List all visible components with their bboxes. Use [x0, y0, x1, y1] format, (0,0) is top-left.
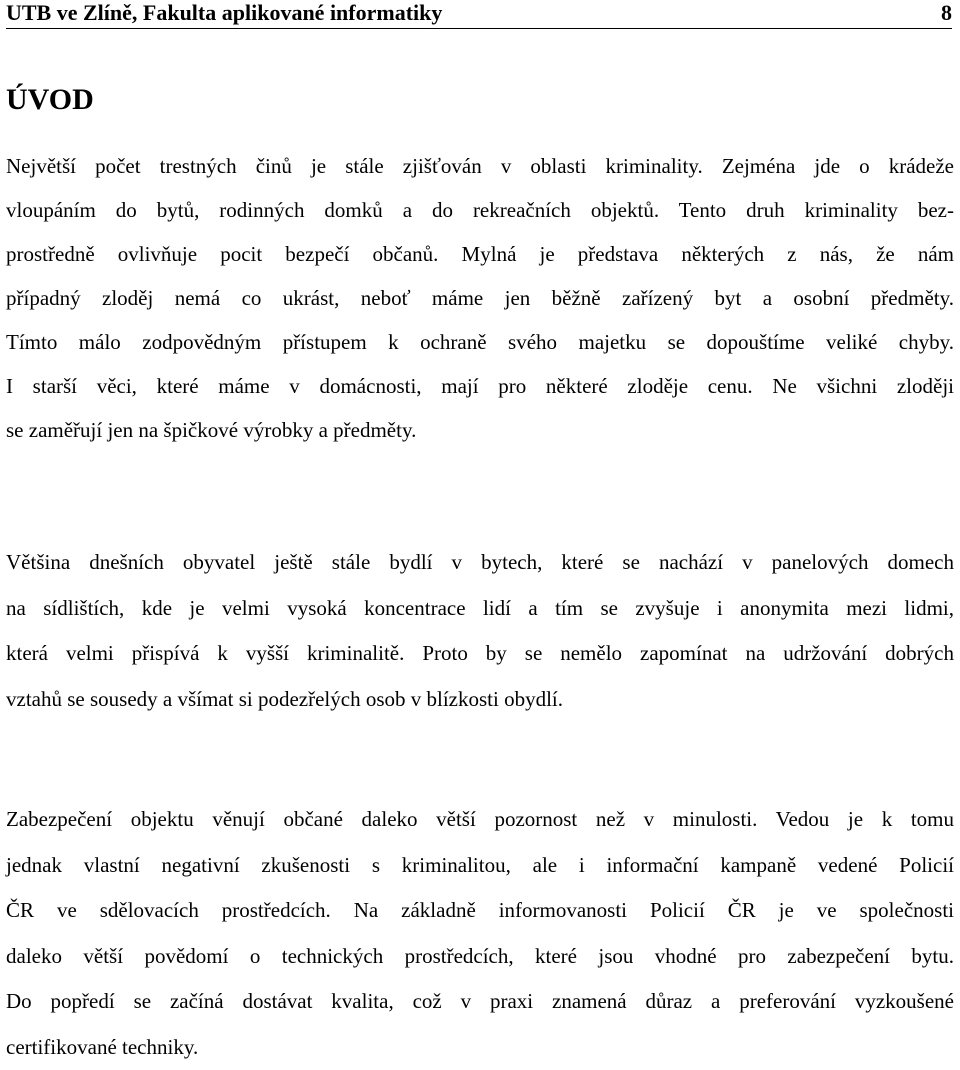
paragraph-line: vztahů se sousedy a všímat si podezřelých osob v blízkosti obydlí.	[6, 677, 954, 723]
paragraph-line: certifikované techniky.	[6, 1025, 954, 1070]
paragraph-line: případný zloděj nemá co ukrást, neboť máme jen běžně zařízený byt a osobní předměty.	[6, 276, 954, 320]
paragraph-line: prostředně ovlivňuje pocit bezpečí občanů. Mylná je představa některých z nás, že nám	[6, 232, 954, 276]
paragraph-intro	[6, 144, 954, 452]
paragraph-line: Největší počet trestných činů je stále zjišťován v oblasti kriminality. Zejména jde o krádeže	[6, 144, 954, 188]
paragraph-line: na sídlištích, kde je velmi vysoká koncentrace lidí a tím se zvyšuje i anonymita mezi lidmi,	[6, 586, 954, 632]
paragraph-line: Většina dnešních obyvatel ještě stále bydlí v bytech, které se nachází v panelových domech	[6, 540, 954, 586]
header-title: UTB ve Zlíně, Fakulta aplikované informatiky	[6, 0, 442, 26]
page-header	[6, 0, 952, 29]
paragraph-line: ČR ve sdělovacích prostředcích. Na základně informovanosti Policií ČR je ve společnosti	[6, 888, 954, 934]
paragraph-line: jednak vlastní negativní zkušenosti s kriminalitou, ale i informační kampaně vedené Policií	[6, 843, 954, 889]
paragraph-line: daleko větší povědomí o technických prostředcích, které jsou vhodné pro zabezpečení bytu.	[6, 934, 954, 980]
paragraph-line: Zabezpečení objektu věnují občané daleko větší pozornost než v minulosti. Vedou je k tomu	[6, 797, 954, 843]
paragraph-security	[6, 797, 954, 1070]
paragraph-line: I starší věci, které máme v domácnosti, mají pro některé zloděje cenu. Ne všichni zloději	[6, 364, 954, 408]
paragraph-line: Tímto málo zodpovědným přístupem k ochraně svého majetku se dopouštíme veliké chyby.	[6, 320, 954, 364]
section-heading: ÚVOD	[6, 82, 94, 118]
paragraph-line: Do popředí se začíná dostávat kvalita, což v praxi znamená důraz a preferování vyzkoušené	[6, 979, 954, 1025]
paragraph-line: vloupáním do bytů, rodinných domků a do rekreačních objektů. Tento druh kriminality bez-	[6, 188, 954, 232]
paragraph-line: se zaměřují jen na špičkové výrobky a předměty.	[6, 408, 954, 452]
page-number: 8	[941, 0, 952, 26]
paragraph-housing	[6, 540, 954, 722]
paragraph-line: která velmi přispívá k vyšší kriminalitě. Proto by se nemělo zapomínat na udržování dobrých	[6, 631, 954, 677]
